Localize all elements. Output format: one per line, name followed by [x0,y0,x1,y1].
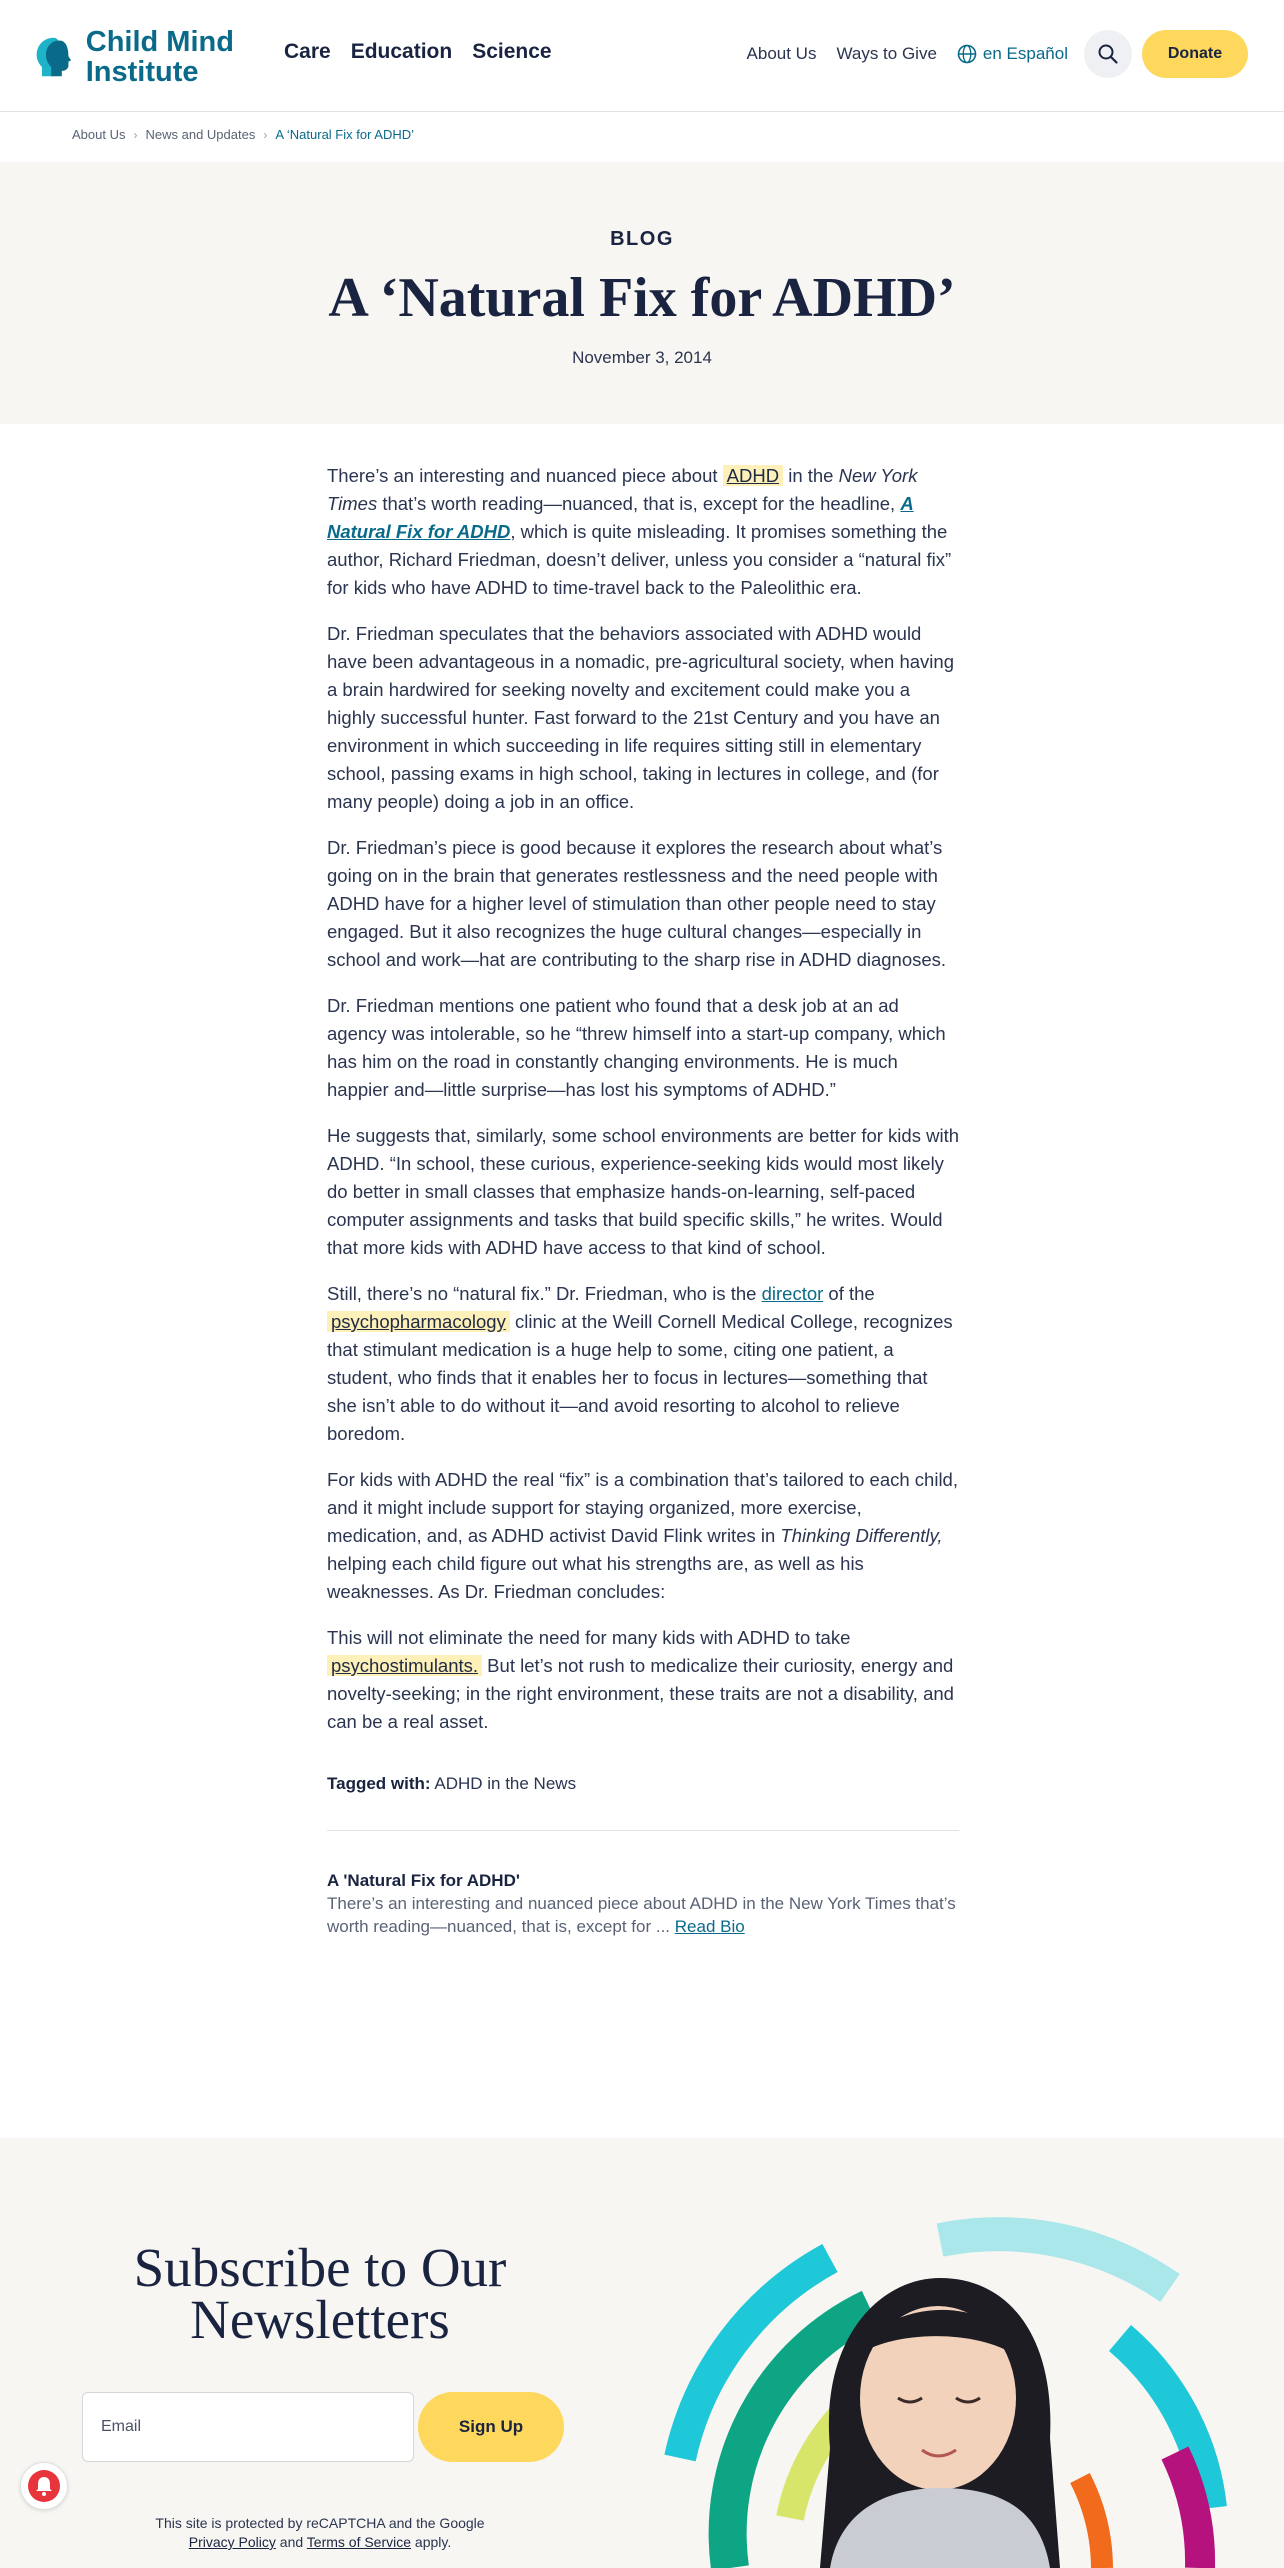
newsletter-illustration [640,2138,1284,2568]
text: But let’s not rush to medicalize their curiosity, energy and novelty-seeking; in the right environment, these traits are not a disability, and can be a real asset. [327,1655,954,1732]
text: apply. [411,2534,452,2550]
globe-icon [957,44,977,64]
main-nav [284,40,552,64]
logo[interactable] [34,22,264,92]
nav-care[interactable]: Care [284,40,331,63]
tag-adhd-in-the-news[interactable]: ADHD in the News [434,1774,577,1793]
director-link[interactable]: director [761,1283,824,1304]
bio-summary [327,1869,959,1938]
text: , which is quite misleading. It promises something the author, Richard Friedman, doesn’t deliver, unless you consider a “natural fix” for kids who have ADHD to time-travel back to the Paleolithic era. [327,521,952,598]
logo-text: Child Mind Institute [85,26,234,88]
headline-link[interactable]: A Natural Fix for ADHD [327,493,914,542]
paragraph-4: Dr. Friedman mentions one patient who found that a desk job at an ad agency was intolerable, so he “threw himself into a start-up company, which has him on the road in constantly changing environments. He is much happier and—little surprise—has lost his symptoms of ADHD.” [327,995,946,1100]
about-us-link[interactable]: About Us [746,44,817,63]
arc-magenta [1175,2453,1200,2568]
tagged-label: Tagged with: [327,1774,431,1793]
text: of the [823,1283,875,1304]
newsletter-title: Subscribe to Our Newsletters [133,2237,507,2350]
read-bio-link[interactable]: Read Bio [674,1917,745,1936]
tags [327,1770,959,1798]
notification-bell-glyph [27,2469,61,2503]
search-button[interactable] [1084,30,1132,78]
text: helping each child figure out what his strengths are, as well as his weaknesses. As Dr. Friedman concludes: [327,1553,864,1602]
publish-date: November 3, 2014 [572,348,712,367]
article-body [327,462,959,1938]
site-header [0,0,1284,112]
sign-up-button[interactable]: Sign Up [418,2392,564,2462]
utility-nav [747,30,1248,78]
email-field[interactable] [82,2392,414,2462]
nav-education[interactable]: Education [350,40,453,63]
logo-heads-icon [34,24,74,90]
ways-to-give-link[interactable]: Ways to Give [836,44,937,63]
hero [0,162,1284,424]
psychopharmacology-link[interactable]: psychopharmacology [327,1311,510,1332]
kicker: BLOG [610,228,674,250]
breadcrumb-about-us[interactable]: About Us [72,127,126,142]
arc-light-cyan [940,2234,1170,2288]
recaptcha-notice [100,2514,540,2552]
text: in the [783,465,839,486]
text: For kids with ADHD the real “fix” is a combination that’s tailored to each child, and it might include support for staying organized, more exercise, medication, and, as ADHD activist David Flink writes in [327,1469,958,1546]
breadcrumb [72,127,414,142]
donate-button[interactable]: Donate [1142,30,1248,78]
bio-title: A 'Natural Fix for ADHD' [327,1871,520,1890]
text: This site is protected by [155,2515,307,2531]
breadcrumb-news[interactable]: News and Updates [145,127,256,142]
adhd-link[interactable]: ADHD [723,465,783,486]
chevron-right-icon: › [133,127,138,142]
recaptcha-link[interactable]: reCAPTCHA [306,2515,385,2531]
text: and the Google [384,2515,485,2531]
chevron-right-icon: › [263,127,268,142]
nyt-title: New York Times [327,465,918,514]
book-title: Thinking Differently, [780,1525,943,1546]
privacy-policy-link[interactable]: Privacy Policy [188,2534,276,2550]
search-icon [1097,43,1119,65]
text: There’s an interesting and nuanced piece about [327,465,723,486]
paragraph-6 [327,1280,959,1448]
paragraph-1 [327,462,959,602]
text: Still, there’s no “natural fix.” Dr. Friedman, who is the [327,1283,762,1304]
newsletter-section [0,2138,1284,2568]
nav-science[interactable]: Science [472,40,552,63]
paragraph-8 [327,1624,959,1736]
paragraph-5: He suggests that, similarly, some school environments are better for kids with ADHD. “In school, these curious, experience-seeking kids would most likely do better in small classes that emphasize hands-on-learning, self-paced computer assignments and tasks that build specific skills,” he writes. Would that more kids with ADHD have access to that kind of school. [327,1125,959,1258]
language-label: en Español [982,44,1068,63]
language-link[interactable] [957,44,1068,64]
text: that’s worth reading—nuanced, that is, except for the headline, [377,493,901,514]
paragraph-2: Dr. Friedman speculates that the behaviors associated with ADHD would have been advantageous in a nomadic, pre-agricultural society, when having a brain hardwired for seeking novelty and excitement could make you a highly successful hunter. Fast forward to the 21st Century and you have an environment in which succeeding in life requires sitting still in elementary school, passing exams in high school, taking in lectures in college, and (for many people) doing a job in an office. [327,623,954,812]
psychostimulants-link[interactable]: psychostimulants. [327,1655,482,1676]
text: clinic at the Weill Cornell Medical College, recognizes that stimulant medication is a huge help to some, citing one patient, a student, who finds that it enables her to focus in lectures—something that she isn’t able to do without it—and avoid resorting to alcohol to relieve boredom. [327,1311,953,1444]
arc-orange [1080,2478,1102,2568]
paragraph-3: Dr. Friedman’s piece is good because it explores the research about what’s going on in the brain that generates restlessness and the need people with ADHD have for a higher level of stimulation than other people need to stay engaged. But it also recognizes the huge cultural changes—especially in school and work—hat are contributing to the sharp rise in ADHD diagnoses. [327,837,947,970]
text: and [275,2534,307,2550]
notification-bell-icon[interactable] [20,2462,68,2510]
text: This will not eliminate the need for many kids with ADHD to take [327,1627,851,1648]
paragraph-7 [327,1466,959,1606]
breadcrumb-current[interactable]: A ‘Natural Fix for ADHD’ [275,127,415,142]
page-title: A ‘Natural Fix for ADHD’ [328,267,956,329]
bio-text: There’s an interesting and nuanced piece about ADHD in the New York Times that’s worth reading—nuanced, that is, except for ... [327,1894,956,1936]
divider [327,1830,959,1831]
terms-of-service-link[interactable]: Terms of Service [306,2534,412,2550]
